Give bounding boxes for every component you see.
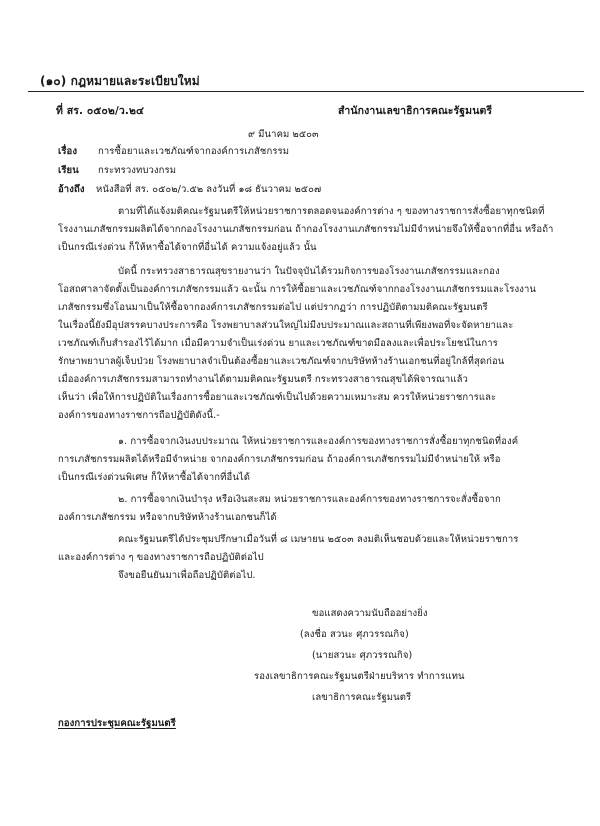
header-rule [28,91,584,92]
issuing-office: สำนักงานเลขาธิการคณะรัฐมนตรี [338,105,493,117]
body-line: เวชภัณฑ์เก็บสำรองไว้ได้มาก เมื่อมีความจำเป็นเร่งด่วน ยาและเวชภัณฑ์ขาดมือลงและเพื่อประโยชน์ในการ [58,338,498,349]
recipient-text: กระทรวงทบวงกรม [98,165,177,176]
body-line: รักษาพยาบาลผู้เจ็บป่วย โรงพยาบาลจำเป็นต้องซื้อยาและเวชภัณฑ์จากบริษัทห้างร้านเอกชนที่อยู่ใกล้ที่สุดก่อน [58,356,505,367]
subject-label: เรื่อง [58,146,78,157]
item-two-line: องค์การเภสัชกรรม หรือจากบริษัทห้างร้านเอกชนก็ได้ [58,512,277,523]
signatory-name: (นายสวนะ ศุภวรรณกิจ) [312,650,413,661]
reference-label: อ้างถึง [58,184,85,195]
body-line: บัดนี้ กระทรวงสาธารณสุขรายงานว่า ในปัจจุบันได้รวมกิจการของโรงงานเภสัชกรรมและกอง [118,266,500,277]
item-one-line: ๑. การซื้อจากเงินงบประมาณ ให้หน่วยราชการและองค์การของทางราชการสั่งซื้อยาทุกชนิดที่องค์ [118,436,519,447]
reference-number: ที่ สร. ๐๕๐๒/ว.๒๔ [56,105,145,117]
running-head: (๑๐) กฎหมายและระเบียบใหม่ [40,74,200,88]
closing-line: จึงขอยืนยันมาเพื่อถือปฏิบัติต่อไป. [118,570,256,581]
signatory-title: เลขาธิการคณะรัฐมนตรี [312,692,412,703]
item-one-line: การเภสัชกรรมผลิตได้หรือมีจำหน่าย จากองค์การเภสัชกรรมก่อน ถ้าองค์การเภสัชกรรมไม่มีจำหน่ายให้ หรือ [58,454,501,465]
subject-text: การซื้อยาและเวชภัณฑ์จากองค์การเภสัชกรรม [98,146,290,157]
body-line: ในเรื่องนี้ยังมีอุปสรรคบางประการคือ โรงพยาบาลส่วนใหญ่ไม่มีงบประมาณและสถานที่เพียงพอที่จะจัดหายาและ [58,320,514,331]
body-line: เมื่อองค์การเภสัชกรรมสามารถทำงานได้ตามมติคณะรัฐมนตรี กระทรวงสาธารณสุขได้พิจารณาแล้ว [58,374,468,385]
item-two-line: ๒. การซื้อจากเงินบำรุง หรือเงินสะสม หน่วยราชการและองค์การของทางราชการจะสั่งซื้อจาก [118,494,501,505]
reference-text: หนังสือที่ สร. ๐๕๐๒/ว.๕๒ ลงวันที่ ๑๘ ธันวาคม ๒๕๐๗ [96,184,322,195]
issuing-division: กองการประชุมคณะรัฐมนตรี [58,718,176,729]
body-line: องค์การของทางราชการถือปฏิบัติดังนี้.- [58,410,220,421]
signed-name: (ลงชื่อ สวนะ ศุภวรรณกิจ) [300,629,409,640]
closing-line: คณะรัฐมนตรีได้ประชุมปรึกษาเมื่อวันที่ ๘ เมษายน ๒๕๐๓ ลงมติเห็นชอบด้วยและให้หน่วยราชการ [118,534,519,545]
body-line: ตามที่ได้แจ้งมติคณะรัฐมนตรีให้หน่วยราชการตลอดจนองค์การต่าง ๆ ของทางราชการสั่งซื้อยาทุกชนิดที่ [118,206,545,217]
body-line: โรงงานเภสัชกรรมผลิตได้จากกองโรงงานเภสัชกรรมก่อน ถ้ากองโรงงานเภสัชกรรมไม่มีจำหน่ายจึงให้ซื้อจากที่อื่น หรือถ้า [58,224,554,235]
item-one-line: เป็นกรณีเร่งด่วนพิเศษ ก็ให้หาซื้อได้จากที่อื่นได้ [58,472,251,483]
closing-line: และองค์การต่าง ๆ ของทางราชการถือปฏิบัติต่อไป [58,552,264,563]
body-line: เป็นกรณีเร่งด่วน ก็ให้หาซื้อได้จากที่อื่นได้ ความแจ้งอยู่แล้ว นั้น [58,242,317,253]
signatory-title: รองเลขาธิการคณะรัฐมนตรีฝ่ายบริหาร ทำการแทน [254,671,465,682]
complimentary-close: ขอแสดงความนับถืออย่างยิ่ง [312,608,428,619]
body-line: โอสถศาลาจัดตั้งเป็นองค์การเภสัชกรรมแล้ว ฉะนั้น การให้ซื้อยาและเวชภัณฑ์จากกองโรงงานเภสัชกรรมและโรงงาน [58,284,537,295]
recipient-label: เรียน [58,165,79,176]
letter-date: ๙ มีนาคม ๒๕๐๓ [248,129,319,140]
body-line: เห็นว่า เพื่อให้การปฏิบัติในเรื่องการซื้อยาและเวชภัณฑ์เป็นไปด้วยความเหมาะสม ควรให้หน่วยราชการและ [58,392,497,403]
body-line: เภสัชกรรมซึ่งโอนมาเป็นให้ซื้อจากองค์การเภสัชกรรมต่อไป แต่ปรากฏว่า การปฏิบัติตามมติคณะรัฐมนตรี [58,302,488,313]
